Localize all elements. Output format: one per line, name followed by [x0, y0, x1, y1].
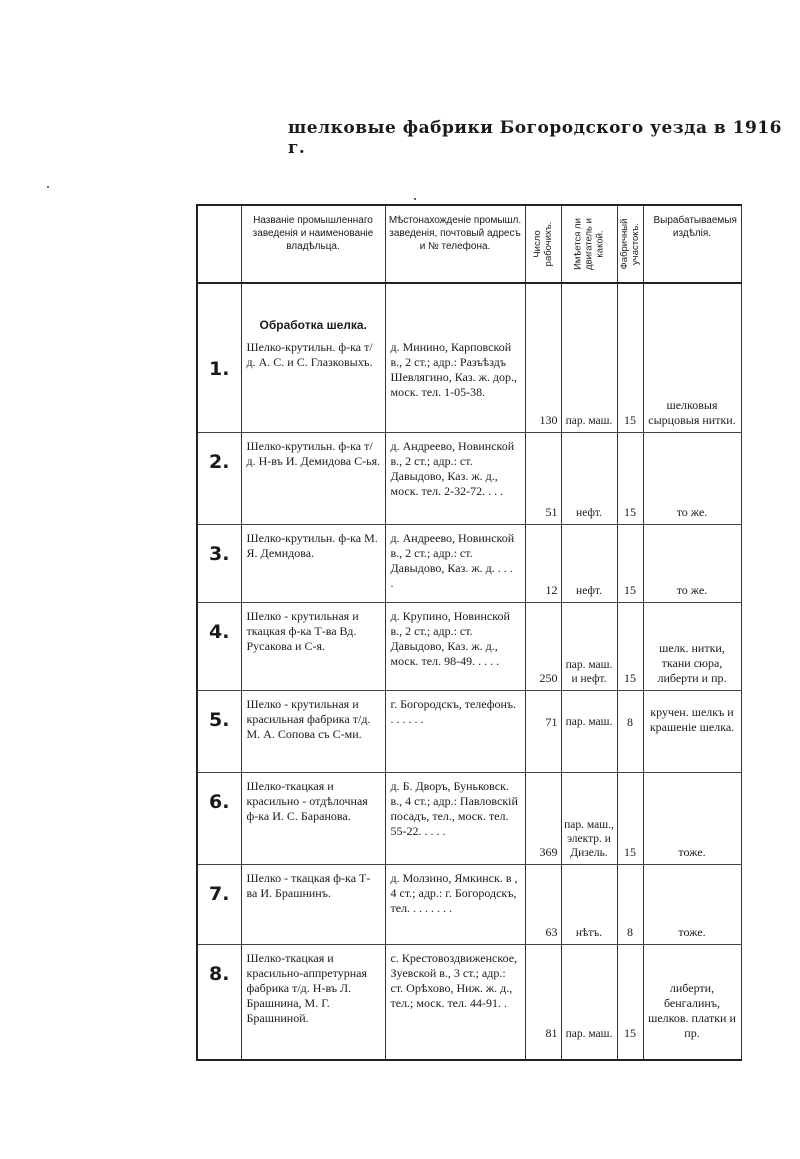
table-row	[197, 602, 741, 690]
table-row	[197, 524, 741, 602]
scan-speck	[47, 186, 49, 188]
table-row	[197, 340, 741, 432]
table-row	[197, 864, 741, 944]
table-row	[197, 772, 741, 864]
factory-address: д. Андреево, Новинской в., 2 ст.; адр.: ст. Давыдово, Каз. ж. д. . . . .	[390, 530, 515, 590]
header-location: Мѣстонахожденіе промышл. заведенія, почтовый адресъ и № телефона.	[385, 205, 525, 283]
district-number: 15	[624, 1026, 636, 1040]
products: то же.	[676, 504, 708, 519]
workers-count: 81	[545, 1026, 558, 1040]
factory-address: д. Андреево, Новинской в., 2 ст.; адр.: ст. Давыдово, Каз. ж. д., моск. тел. 2-32-72. . . .	[390, 438, 515, 498]
header-workers: Число рабочихъ.	[525, 205, 561, 283]
products: тоже.	[678, 924, 706, 939]
row-number: 5.	[209, 708, 230, 731]
engine-type: пар. маш.	[565, 414, 613, 427]
engine-type: пар. маш. и нефт.	[565, 658, 613, 685]
factory-name: Шелко-ткацкая и красильно-аппретурная фабрика т/д. Н-въ Л. Брашнина, М. Г. Брашниной.	[246, 950, 367, 1025]
row-number: 4.	[209, 620, 230, 643]
district-number: 15	[624, 582, 636, 597]
factory-name: Шелко - крутильная и красильная фабрика т/д. М. А. Сопова съ С-ми.	[246, 696, 371, 741]
district-number: 15	[624, 504, 636, 519]
products: шелковыя сырцовыя нитки.	[648, 397, 736, 427]
district-number: 15	[624, 412, 636, 427]
factories-table	[196, 204, 742, 1061]
header-district: Фабричный участокъ.	[617, 205, 643, 283]
header-products: Вырабатываемыя издѣлія.	[643, 205, 741, 283]
table-header-row	[197, 205, 741, 283]
workers-count: 12	[545, 582, 558, 597]
workers-count: 51	[545, 504, 558, 519]
section-row	[197, 283, 741, 340]
engine-type: пар. маш., электр. и Дизель.	[564, 818, 614, 859]
table-row	[197, 690, 741, 772]
workers-count: 250	[539, 670, 558, 685]
engine-type: нефт.	[576, 506, 602, 519]
page-title: шелковые фабрики Богородского уезда в 1916 г.	[288, 118, 782, 158]
section-title: Обработка шелка.	[259, 318, 367, 332]
products: либерти, бенгалинъ, шелков. платки и пр.	[648, 981, 736, 1040]
district-number: 8	[627, 714, 633, 729]
scan-speck	[414, 198, 416, 200]
engine-type: нефт.	[576, 584, 602, 597]
factory-address: д. Молзино, Ямкинск. в , 4 ст.; адр.: г. Богородскъ, тел. . . . . . . .	[390, 870, 518, 915]
header-name: Названіе промышленнаго заведенія и наименованіе владѣльца.	[241, 205, 385, 283]
header-number	[197, 205, 241, 283]
factory-name: Шелко-ткацкая и красильно - отдѣлочная ф-ка И. С. Баранова.	[246, 778, 368, 823]
district-number: 15	[624, 670, 636, 685]
factory-name: Шелко-крутильн. ф-ка т/д. Н-въ И. Демидова С-ья.	[246, 438, 381, 468]
workers-count: 369	[539, 844, 558, 859]
row-number: 2.	[209, 450, 230, 473]
engine-type: пар. маш.	[565, 1028, 613, 1040]
products: то же.	[676, 582, 708, 597]
table-row	[197, 944, 741, 1060]
factory-name: Шелко - крутильная и ткацкая ф-ка Т-ва Вд. Русакова и С-я.	[246, 608, 359, 653]
row-number: 3.	[209, 542, 230, 565]
factory-name: Шелко-крутильн. ф-ка М. Я. Демидова.	[246, 530, 378, 560]
workers-count: 63	[545, 924, 558, 939]
factory-name: Шелко - ткацкая ф-ка Т-ва И. Брашнинъ.	[246, 870, 371, 900]
header-engine: Имѣется ли двигатель и какой.	[561, 205, 617, 283]
district-number: 15	[624, 844, 636, 859]
row-number: 8.	[209, 962, 230, 985]
factory-address: с. Крестовоздвиженское, Зуевской в., 3 ст.; адр.: ст. Орѣхово, Ниж. ж. д., тел.; моск. тел. 44-91. .	[390, 950, 518, 1010]
engine-type: нѣтъ.	[575, 926, 603, 939]
workers-count: 130	[539, 412, 558, 427]
row-number: 6.	[209, 790, 230, 813]
factory-address: д. Крупино, Новинской в., 2 ст.; адр.: ст. Давыдово, Каз. ж. д., моск. тел. 98-49. . . . .	[390, 608, 510, 668]
factory-address: д. Минино, Карповской в., 2 ст.; адр.: Разъѣздъ Шевлягино, Каз. ж. дор., моск. тел. 1-05-38.	[390, 340, 518, 399]
row-number: 1.	[209, 358, 230, 380]
factory-address: г. Богородскъ, телефонъ. . . . . . .	[390, 696, 517, 726]
table-row	[197, 432, 741, 524]
products: шелк. нитки, ткани сюра, либерти и пр.	[657, 640, 727, 685]
engine-type: пар. маш.	[565, 715, 613, 728]
row-number: 7.	[209, 882, 230, 905]
factory-name: Шелко-крутильн. ф-ка т/д. А. С. и С. Глазковыхъ.	[246, 340, 373, 369]
district-number: 8	[627, 924, 633, 939]
workers-count: 71	[545, 714, 558, 729]
factory-address: д. Б. Дворъ, Буньковск. в., 4 ст.; адр.: Павловскій посадъ, тел., моск. тел. 55-22. . . . .	[390, 778, 518, 838]
products: кручен. шелкъ и крашеніе шелка.	[649, 704, 735, 734]
products: тоже.	[678, 844, 706, 859]
